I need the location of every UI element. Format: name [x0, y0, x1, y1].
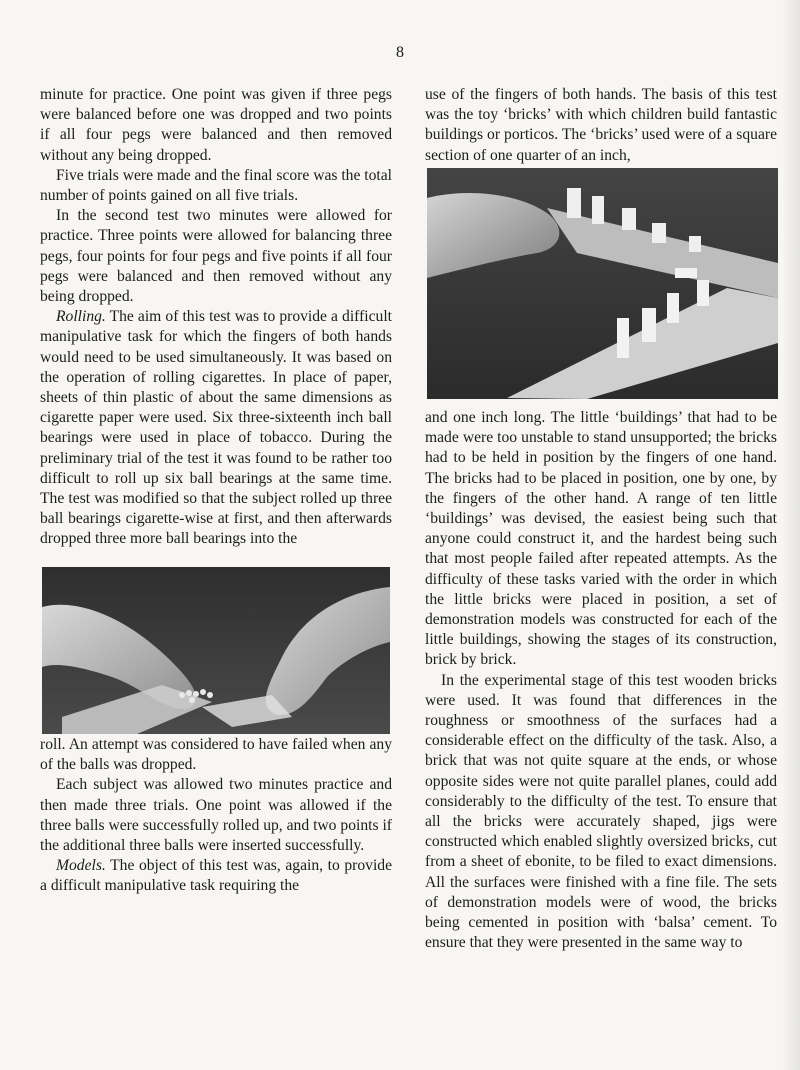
models-paragraph: [40, 856, 392, 896]
paragraph: In the second test two minutes were allowed for practice. Three points were allowed for balancing three pegs, four points for four pegs and five points if all four pegs were balanced and then removed without any being dropped.: [40, 207, 392, 306]
paragraph: In the experimental stage of this test wooden bricks were used. It was found that differences in the roughness or smoothness of the surfaces had a considerable effect on the difficulty of the task. Also, a brick that was not quite square at the ends, or whose opposite sides were not quite parallel planes, could add considerably to the difficulty of the test. To ensure that all the bricks were accurately shaped, jigs were constructed which enabled slightly oversized bricks, cut from a sheet of ebonite, to be filed to exact dimensions. All the surfaces were finished with a fine file. The sets of demonstration models were of wood, the bricks being cemented in position with ‘balsa’ cement. To ensure that they were presented in the same way to: [425, 671, 777, 952]
models-test-photo: [427, 168, 778, 399]
paragraph: and one inch long. The little ‘buildings’ that had to be made were too unstable to stand unsupported; the bricks had to be held in position by the fingers of one hand. The bricks had to be placed in position, one by one, by the fingers of the other hand. A range of ten little ‘buildings’ was devised, the easiest being such that anyone could construct it, and the hardest being such that most people failed after repeated attempts. As the difficulty of these tasks varied with the order in which the little bricks were placed in position, a set of demonstration models was constructed for each of the little buildings, showing the stages of its construction, brick by brick.: [425, 409, 777, 669]
rolling-heading: Rolling.: [56, 308, 106, 326]
page-number: 8: [396, 44, 404, 61]
left-column-bottom-text: [40, 735, 392, 897]
paragraph: Five trials were made and the final score was the total number of points gained on all five trials.: [40, 166, 393, 205]
rolling-paragraph: [40, 307, 392, 549]
left-column-top-text: [40, 85, 392, 550]
paragraph: minute for practice. One point was given if three pegs were balanced before one was dropped and two points if all four pegs were balanced and then removed without any being dropped.: [40, 86, 392, 164]
rolling-text: The aim of this test was to provide a difficult manipulative task for which the fingers of both hands would need to be used simultaneously. It was based on the operation of rolling cigarettes. In place of paper, sheets of thin plastic of about the same dimensions as cigarette paper were used. Six three-sixteenth inch ball bearings were used in place of tobacco. During the preliminary trial of the test it was found to be rather too difficult to roll up six ball bearings at the same time. The test was modified so that the subject rolled up three ball bearings cigarette-wise at first, and then afterwards dropped three more ball bearings into the: [40, 308, 392, 548]
models-heading: Models.: [56, 857, 106, 875]
paragraph: use of the fingers of both hands. The basis of this test was the toy ‘bricks’ with which children build fantastic buildings or porticos. The ‘bricks’ used were of a square section of one quarter of an inch,: [425, 86, 777, 164]
page-edge-shadow: [782, 0, 800, 1070]
paragraph: Each subject was allowed two minutes practice and then made three trials. One point was allowed if the three balls were successfully rolled up, and two points if the additional three balls were inserted successfully.: [40, 776, 392, 855]
right-column-bottom-text: [425, 408, 777, 953]
right-column-top-text: [425, 85, 777, 166]
rolling-test-photo: [42, 567, 390, 734]
models-text: The object of this test was, again, to provide a difficult manipulative task requiring the: [40, 857, 392, 895]
paragraph: roll. An attempt was considered to have failed when any of the balls was dropped.: [40, 736, 392, 774]
